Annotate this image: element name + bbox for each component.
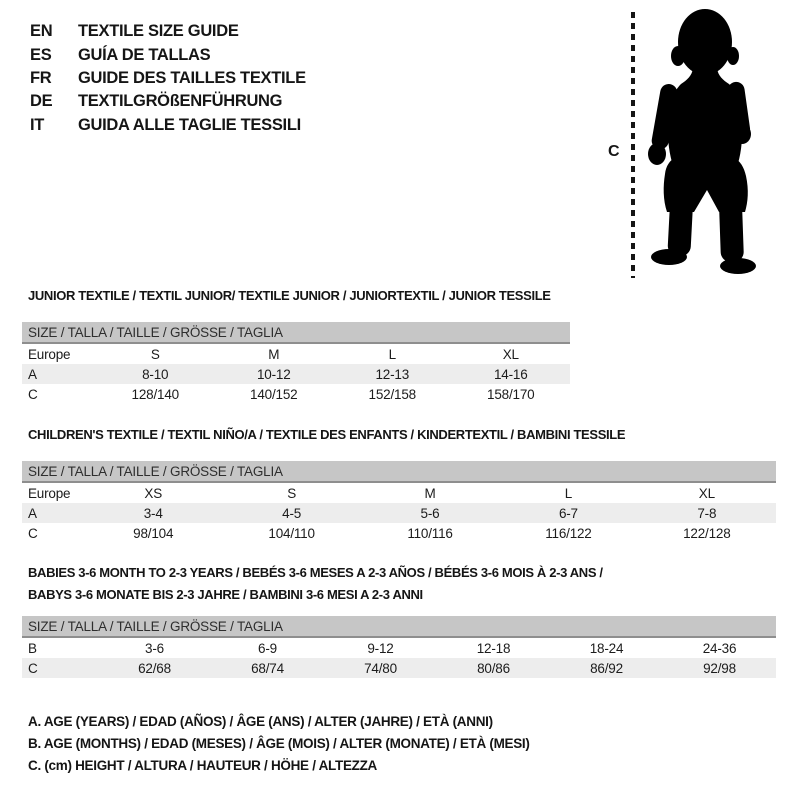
column-header-cell: Europe xyxy=(28,346,71,362)
language-row xyxy=(30,20,306,43)
measurement-legend xyxy=(28,711,530,777)
language-title: GUÍA DE TALLAS xyxy=(78,45,211,64)
value-cell: 4-5 xyxy=(282,505,302,521)
value-cell: 12-18 xyxy=(476,640,511,656)
value-cell: 8-10 xyxy=(142,366,169,382)
table-title xyxy=(22,427,776,442)
value-cell: 3-6 xyxy=(145,640,164,656)
value-cell: 3-4 xyxy=(143,505,163,521)
language-row xyxy=(30,90,306,113)
legend-line: B. AGE (MONTHS) / EDAD (MESES) / ÂGE (MOIS) / ALTER (MONATE) / ETÀ (MESI) xyxy=(28,736,530,751)
value-cell: 62/68 xyxy=(138,660,171,676)
language-title-list xyxy=(30,20,306,137)
column-header-cell: XS xyxy=(144,485,162,501)
table-row xyxy=(22,364,570,384)
table-title-line: CHILDREN'S TEXTILE / TEXTIL NIÑO/A / TEXTILE DES ENFANTS / KINDERTEXTIL / BAMBINI TESSILE xyxy=(28,427,626,442)
value-cell: 152/158 xyxy=(368,386,416,402)
height-measure-dotted-line xyxy=(631,12,635,278)
value-cell: 104/110 xyxy=(268,525,315,541)
value-cell: 68/74 xyxy=(251,660,284,676)
size-table-section xyxy=(22,562,776,678)
column-header-cell: Europe xyxy=(28,485,71,501)
table-row xyxy=(22,384,570,404)
table-title-line: BABIES 3-6 MONTH TO 2-3 YEARS / BEBÉS 3-6 MESES A 2-3 AÑOS / BÉBÉS 3-6 MOIS À 2-3 ANS / xyxy=(28,565,603,580)
column-header-row xyxy=(22,344,570,364)
value-cell: 92/98 xyxy=(703,660,736,676)
toddler-silhouette-icon xyxy=(645,4,777,282)
column-header-cell: L xyxy=(564,485,573,501)
size-header-bar: SIZE / TALLA / TAILLE / GRÖSSE / TAGLIA xyxy=(22,461,776,483)
value-cell: 14-16 xyxy=(493,366,528,382)
language-title: TEXTILGRÖßENFÜHRUNG xyxy=(78,92,283,111)
value-cell: 74/80 xyxy=(364,660,397,676)
column-header-cell: S xyxy=(150,346,160,362)
value-cell: 110/116 xyxy=(407,525,453,541)
height-measure-label: C xyxy=(608,143,620,160)
value-cell: 158/170 xyxy=(487,386,535,402)
column-header-cell: L xyxy=(388,346,396,362)
language-code: IT xyxy=(30,115,45,134)
language-title: TEXTILE SIZE GUIDE xyxy=(78,22,239,41)
table-title-line: JUNIOR TEXTILE / TEXTIL JUNIOR/ TEXTILE JUNIOR / JUNIORTEXTIL / JUNIOR TESSILE xyxy=(28,288,551,303)
size-header-bar: SIZE / TALLA / TAILLE / GRÖSSE / TAGLIA xyxy=(22,616,776,638)
value-cell: 116/122 xyxy=(545,525,592,541)
size-table-section xyxy=(22,427,776,543)
row-label-cell: A xyxy=(28,366,37,382)
column-header-row xyxy=(22,483,776,503)
value-cell: 122/128 xyxy=(683,525,731,541)
table-row xyxy=(22,503,776,523)
value-cell: 12-13 xyxy=(375,366,410,382)
table-row xyxy=(22,658,776,678)
table-title xyxy=(22,288,570,303)
value-cell: 24-36 xyxy=(702,640,737,656)
language-code: ES xyxy=(30,45,52,64)
column-header-cell: M xyxy=(424,485,436,501)
language-code: EN xyxy=(30,22,53,41)
value-cell: 9-12 xyxy=(367,640,394,656)
value-cell: 6-7 xyxy=(558,505,578,521)
size-header-bar: SIZE / TALLA / TAILLE / GRÖSSE / TAGLIA xyxy=(22,322,570,344)
language-row xyxy=(30,67,306,90)
value-cell: 5-6 xyxy=(420,505,440,521)
language-code: DE xyxy=(30,92,53,111)
value-cell: 18-24 xyxy=(589,640,624,656)
column-header-cell: XL xyxy=(698,485,715,501)
value-cell: 10-12 xyxy=(256,366,291,382)
size-table-section xyxy=(22,288,570,404)
language-row xyxy=(30,114,306,137)
value-cell: 7-8 xyxy=(697,505,717,521)
legend-line: C. (cm) HEIGHT / ALTURA / HAUTEUR / HÖHE / ALTEZZA xyxy=(28,758,377,773)
language-title: GUIDE DES TAILLES TEXTILE xyxy=(78,68,306,87)
language-title: GUIDA ALLE TAGLIE TESSILI xyxy=(78,115,301,134)
row-label-cell: C xyxy=(28,386,38,402)
table-row xyxy=(22,523,776,543)
row-label-cell: C xyxy=(28,525,38,541)
column-header-cell: S xyxy=(287,485,297,501)
value-cell: 80/86 xyxy=(477,660,510,676)
value-cell: 98/104 xyxy=(133,525,174,541)
language-row xyxy=(30,43,306,66)
table-title xyxy=(22,562,776,606)
table-row xyxy=(22,638,776,658)
language-code: FR xyxy=(30,68,52,87)
table-title-line: BABYS 3-6 MONATE BIS 2-3 JAHRE / BAMBINI 3-6 MESI A 2-3 ANNI xyxy=(28,587,423,602)
value-cell: 86/92 xyxy=(590,660,623,676)
legend-line: A. AGE (YEARS) / EDAD (AÑOS) / ÂGE (ANS) / ALTER (JAHRE) / ETÀ (ANNI) xyxy=(28,714,493,729)
value-cell: 128/140 xyxy=(131,386,179,402)
column-header-cell: M xyxy=(268,346,280,362)
value-cell: 140/152 xyxy=(250,386,298,402)
row-label-cell: A xyxy=(28,505,37,521)
row-label-cell: C xyxy=(28,660,38,676)
value-cell: 6-9 xyxy=(258,640,277,656)
column-header-cell: XL xyxy=(502,346,519,362)
row-label-cell: B xyxy=(28,640,37,656)
